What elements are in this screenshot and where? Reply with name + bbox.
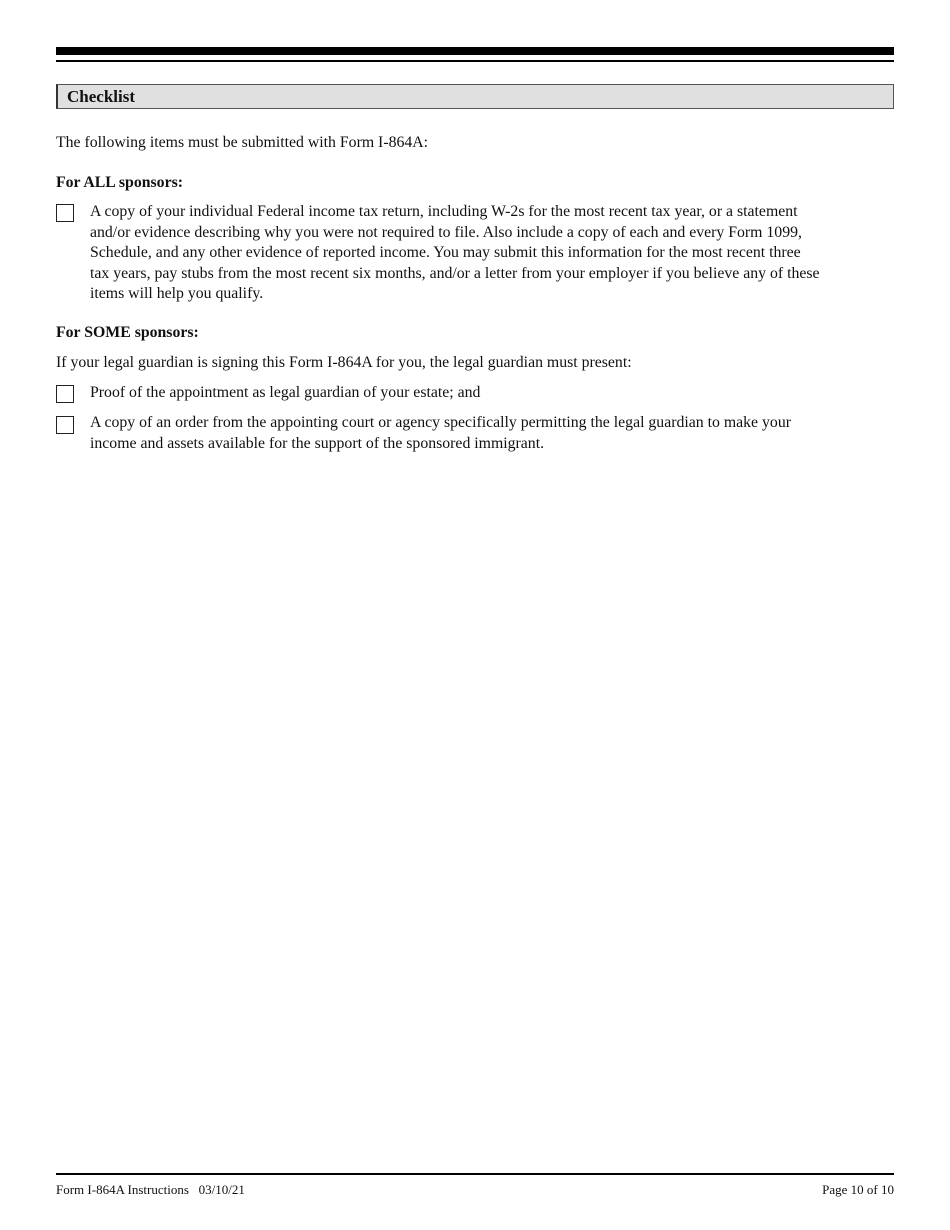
checkbox-tax-return[interactable]: [56, 204, 74, 222]
item-line: A copy of your individual Federal income tax return, including W-2s for the most recent tax year, or a statement: [90, 203, 798, 220]
intro-text: The following items must be submitted with Form I-864A:: [56, 134, 429, 151]
item-line: and/or evidence describing why you were not required to file. Also include a copy of each and every Form 1099,: [90, 223, 802, 241]
section-title: Checklist: [67, 87, 135, 106]
footer-form-label: Form I-864A Instructions 03/10/21: [56, 1182, 245, 1197]
checkbox-guardian-proof[interactable]: [56, 385, 74, 403]
header-rule-thick: [56, 47, 894, 55]
section-header-checklist: [56, 84, 894, 109]
item-line: Proof of the appointment as legal guardian of your estate; and: [90, 384, 481, 401]
item-line: A copy of an order from the appointing court or agency specifically permitting the legal guardian to make your: [90, 414, 791, 431]
checkbox-court-order[interactable]: [56, 416, 74, 434]
item-line: items will help you qualify.: [90, 285, 264, 302]
some-sponsors-heading: For SOME sponsors:: [56, 324, 199, 341]
item-line: tax years, pay stubs from the most recent six months, and/or a letter from your employer if you believe any of these: [90, 264, 820, 282]
some-sponsors-intro: If your legal guardian is signing this Form I-864A for you, the legal guardian must present:: [56, 354, 632, 371]
all-sponsors-heading: For ALL sponsors:: [56, 174, 183, 191]
footer-page-number: Page 10 of 10: [822, 1182, 894, 1197]
item-line: income and assets available for the support of the sponsored immigrant.: [90, 434, 545, 452]
header-rule-thin: [56, 60, 894, 62]
checklist-item-court-order: [90, 413, 890, 454]
checklist-item-guardian-proof: [90, 383, 890, 404]
item-line: Schedule, and any other evidence of reported income. You may submit this information for the most recent three: [90, 244, 801, 261]
footer-rule: [56, 1173, 894, 1175]
checklist-item-tax-return: [90, 202, 890, 305]
